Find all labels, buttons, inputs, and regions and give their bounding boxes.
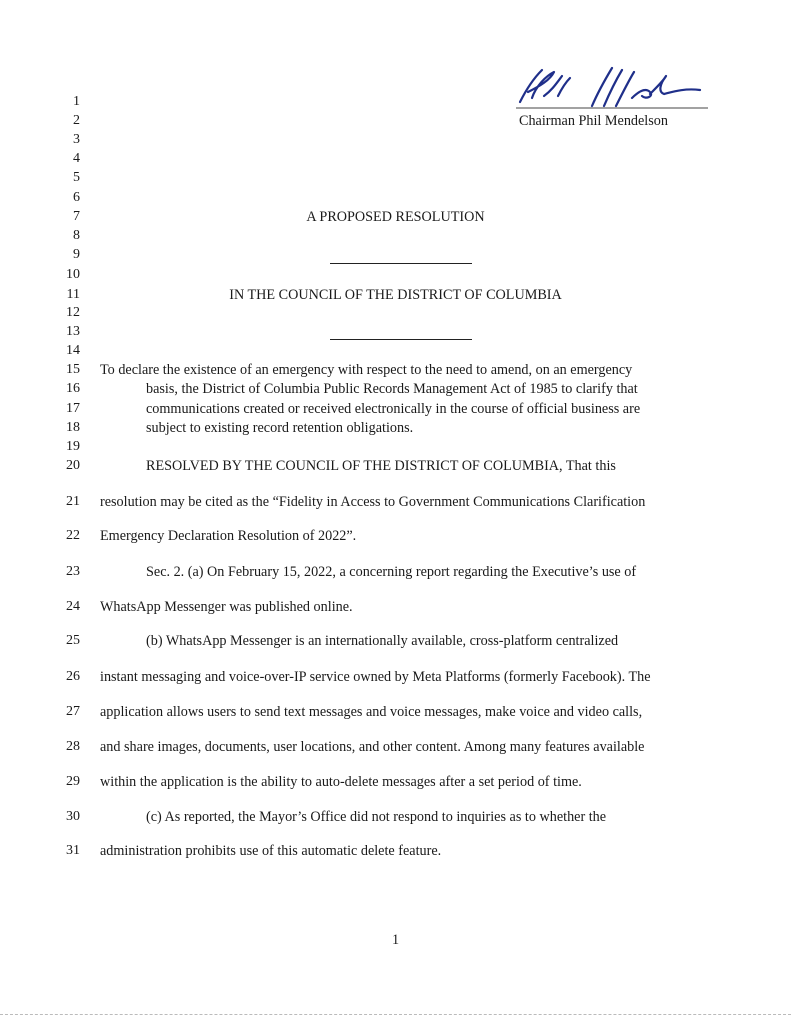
line-number: 28 <box>66 739 80 754</box>
line-number: 7 <box>73 209 80 224</box>
body-line: WhatsApp Messenger was published online. <box>100 599 353 615</box>
council-heading: IN THE COUNCIL OF THE DISTRICT OF COLUMBIA <box>229 287 562 303</box>
line-number: 15 <box>66 362 80 377</box>
line-number: 3 <box>73 132 80 147</box>
body-line: within the application is the ability to auto-delete messages after a set period of time. <box>100 774 582 790</box>
line-number: 20 <box>66 458 80 473</box>
signature-caption: Chairman Phil Mendelson <box>519 113 668 129</box>
divider <box>330 263 472 264</box>
preamble-line: basis, the District of Columbia Public Records Management Act of 1985 to clarify that <box>146 381 638 397</box>
line-number: 16 <box>66 381 80 396</box>
line-number: 22 <box>66 528 80 543</box>
line-number: 29 <box>66 774 80 789</box>
line-number: 9 <box>73 247 80 262</box>
line-number: 12 <box>66 305 80 320</box>
preamble-line: To declare the existence of an emergency with respect to the need to amend, on an emergency <box>100 362 633 378</box>
body-line: instant messaging and voice-over-IP service owned by Meta Platforms (formerly Facebook). The <box>100 669 651 685</box>
document-title: A PROPOSED RESOLUTION <box>306 209 485 225</box>
line-number: 11 <box>66 287 80 302</box>
line-number: 31 <box>66 843 80 858</box>
line-number: 2 <box>73 113 80 128</box>
line-number: 4 <box>73 151 80 166</box>
line-number: 17 <box>66 401 80 416</box>
page-bottom-edge <box>0 1014 791 1015</box>
body-line: (c) As reported, the Mayor’s Office did not respond to inquiries as to whether the <box>146 809 607 825</box>
line-number: 6 <box>73 190 80 205</box>
line-number: 10 <box>66 267 80 282</box>
line-number: 19 <box>66 439 80 454</box>
line-number: 14 <box>66 343 80 358</box>
body-line: Sec. 2. (a) On February 15, 2022, a concerning report regarding the Executive’s use of <box>146 564 637 580</box>
divider <box>330 339 472 340</box>
line-number: 13 <box>66 324 80 339</box>
body-line: resolution may be cited as the “Fidelity in Access to Government Communications Clarification <box>100 494 646 510</box>
line-number: 23 <box>66 564 80 579</box>
line-number: 1 <box>73 94 80 109</box>
preamble-line: communications created or received electronically in the course of official business are <box>146 401 641 417</box>
line-number: 27 <box>66 704 80 719</box>
line-number: 18 <box>66 420 80 435</box>
line-number: 21 <box>66 494 80 509</box>
body-line: Emergency Declaration Resolution of 2022”. <box>100 528 357 544</box>
line-number: 30 <box>66 809 80 824</box>
body-line: administration prohibits use of this automatic delete feature. <box>100 843 442 859</box>
page-number: 1 <box>391 932 400 948</box>
line-number: 8 <box>73 228 80 243</box>
body-line: application allows users to send text messages and voice messages, make voice and video calls, <box>100 704 643 720</box>
body-line: and share images, documents, user locations, and other content. Among many features available <box>100 739 645 755</box>
line-number: 25 <box>66 633 80 648</box>
line-number: 24 <box>66 599 80 614</box>
body-line: RESOLVED BY THE COUNCIL OF THE DISTRICT OF COLUMBIA, That this <box>146 458 616 474</box>
signature-image <box>500 62 710 112</box>
line-number: 26 <box>66 669 80 684</box>
preamble-line: subject to existing record retention obligations. <box>146 420 414 436</box>
line-number: 5 <box>73 170 80 185</box>
body-line: (b) WhatsApp Messenger is an internationally available, cross-platform centralized <box>146 633 619 649</box>
